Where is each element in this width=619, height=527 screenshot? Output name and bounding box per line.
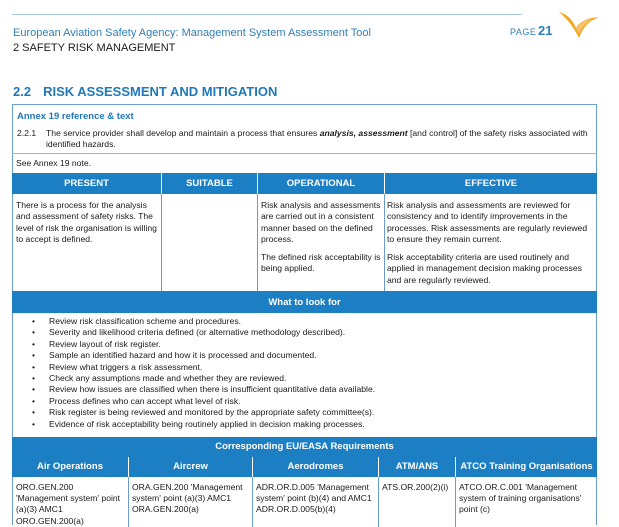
list-item: • Review how issues are classified when there is insufficient quantitative data available. xyxy=(32,384,592,395)
annex-ref-text xyxy=(46,128,596,150)
list-item: • Sample an identified hazard and how it is processed and documented. xyxy=(32,350,592,361)
annex-note: See Annex 19 note. xyxy=(16,158,92,168)
requirements-title: Corresponding EU/EASA Requirements xyxy=(215,441,394,452)
req-atco-training: ATCO.OR.C.001 'Management system of training organisations' point (c) xyxy=(459,482,582,515)
annex-text-emphasis: analysis, assessment xyxy=(319,128,408,138)
requirements-columns xyxy=(12,457,597,477)
look-for-header xyxy=(12,291,597,313)
req-col-aircrew: Aircrew xyxy=(173,461,208,472)
req-aircrew: ORA.GEN.200 'Management system' point (a)(3) AMC1 ORA.GEN.200(a) xyxy=(132,482,243,515)
grid-line xyxy=(257,194,258,291)
operational-criteria-1: Risk analysis and assessments are carried out in a consistent manner based on the defined process. xyxy=(261,200,381,245)
annex-text-start: The service provider shall develop and maintain a process that ensures xyxy=(46,128,320,138)
list-item: • Process defines who can accept what level of risk. xyxy=(32,396,592,407)
criteria-grid xyxy=(12,194,597,291)
annex-heading: Annex 19 reference & text xyxy=(17,111,134,122)
req-aerodromes: ADR.OR.D.005 'Management system' point (b)(4) and AMC1 ADR.OR.D.005(b)(4) xyxy=(256,482,372,515)
annex-ref-number: 2.2.1 xyxy=(17,128,37,138)
criteria-header-row xyxy=(12,173,597,194)
req-air-operations: ORO.GEN.200 'Management system' point (a)(3) AMC1 ORO.GEN.200(a) xyxy=(16,482,121,526)
chapter-title: 2 SAFETY RISK MANAGEMENT xyxy=(13,42,176,54)
list-item: • Risk register is being reviewed and monitored by the appropriate safety committee(s). xyxy=(32,407,592,418)
list-item: • Review layout of risk register. xyxy=(32,339,592,350)
annex-text-end: [and control] of the safety risks associated with identified hazards. xyxy=(46,128,588,149)
look-for-title: What to look for xyxy=(268,297,341,308)
effective-criteria-2: Risk acceptability criteria are used routinely and applied in management decision making processes and are regularly reviewed. xyxy=(387,252,582,285)
page-number: 21 xyxy=(538,23,553,38)
operational-criteria-2: The defined risk acceptability is being applied. xyxy=(261,252,381,274)
section-heading: RISK ASSESSMENT AND MITIGATION xyxy=(43,84,278,99)
list-item: • Severity and likelihood criteria defined (or alternative methodology described). xyxy=(32,327,592,338)
annex-divider xyxy=(12,153,597,154)
req-col-atco-training: ATCO Training Organisations xyxy=(460,461,593,472)
req-col-aerodromes: Aerodromes xyxy=(287,461,344,472)
present-criteria: There is a process for the analysis and assessment of safety risks. The level of risk the organisation is willing to accept is defined. xyxy=(16,200,157,245)
list-item: • Evidence of risk acceptability being routinely applied in decision making processes. xyxy=(32,419,592,430)
req-atm-ans: ATS.OR.200(2)(i) xyxy=(382,482,449,492)
col-operational: OPERATIONAL xyxy=(286,178,356,189)
section-number: 2.2 xyxy=(13,84,32,99)
bird-logo-icon xyxy=(557,8,601,42)
grid-line xyxy=(161,194,162,291)
req-col-air-operations: Air Operations xyxy=(37,461,103,472)
col-present: PRESENT xyxy=(64,178,109,189)
list-item: • Check any assumptions made and whether they are reviewed. xyxy=(32,373,592,384)
page-label: PAGE xyxy=(510,27,537,37)
list-item: • Review what triggers a risk assessment. xyxy=(32,362,592,373)
req-col-atm-ans: ATM/ANS xyxy=(395,461,439,472)
col-effective: EFFECTIVE xyxy=(464,178,518,189)
look-for-list xyxy=(32,316,592,430)
grid-line xyxy=(384,194,385,291)
effective-criteria-1: Risk analysis and assessments are reviewed for consistency and to identify improvements in the processes. Risk assessments are regularly reviewed to ensure they remain current. xyxy=(387,200,588,245)
header-rule xyxy=(12,14,522,15)
requirements-header xyxy=(12,437,597,457)
list-item: • Review risk classification scheme and procedures. xyxy=(32,316,592,327)
document-title: European Aviation Safety Agency: Management System Assessment Tool xyxy=(13,27,371,39)
section-title xyxy=(13,84,277,99)
col-suitable: SUITABLE xyxy=(186,178,233,189)
